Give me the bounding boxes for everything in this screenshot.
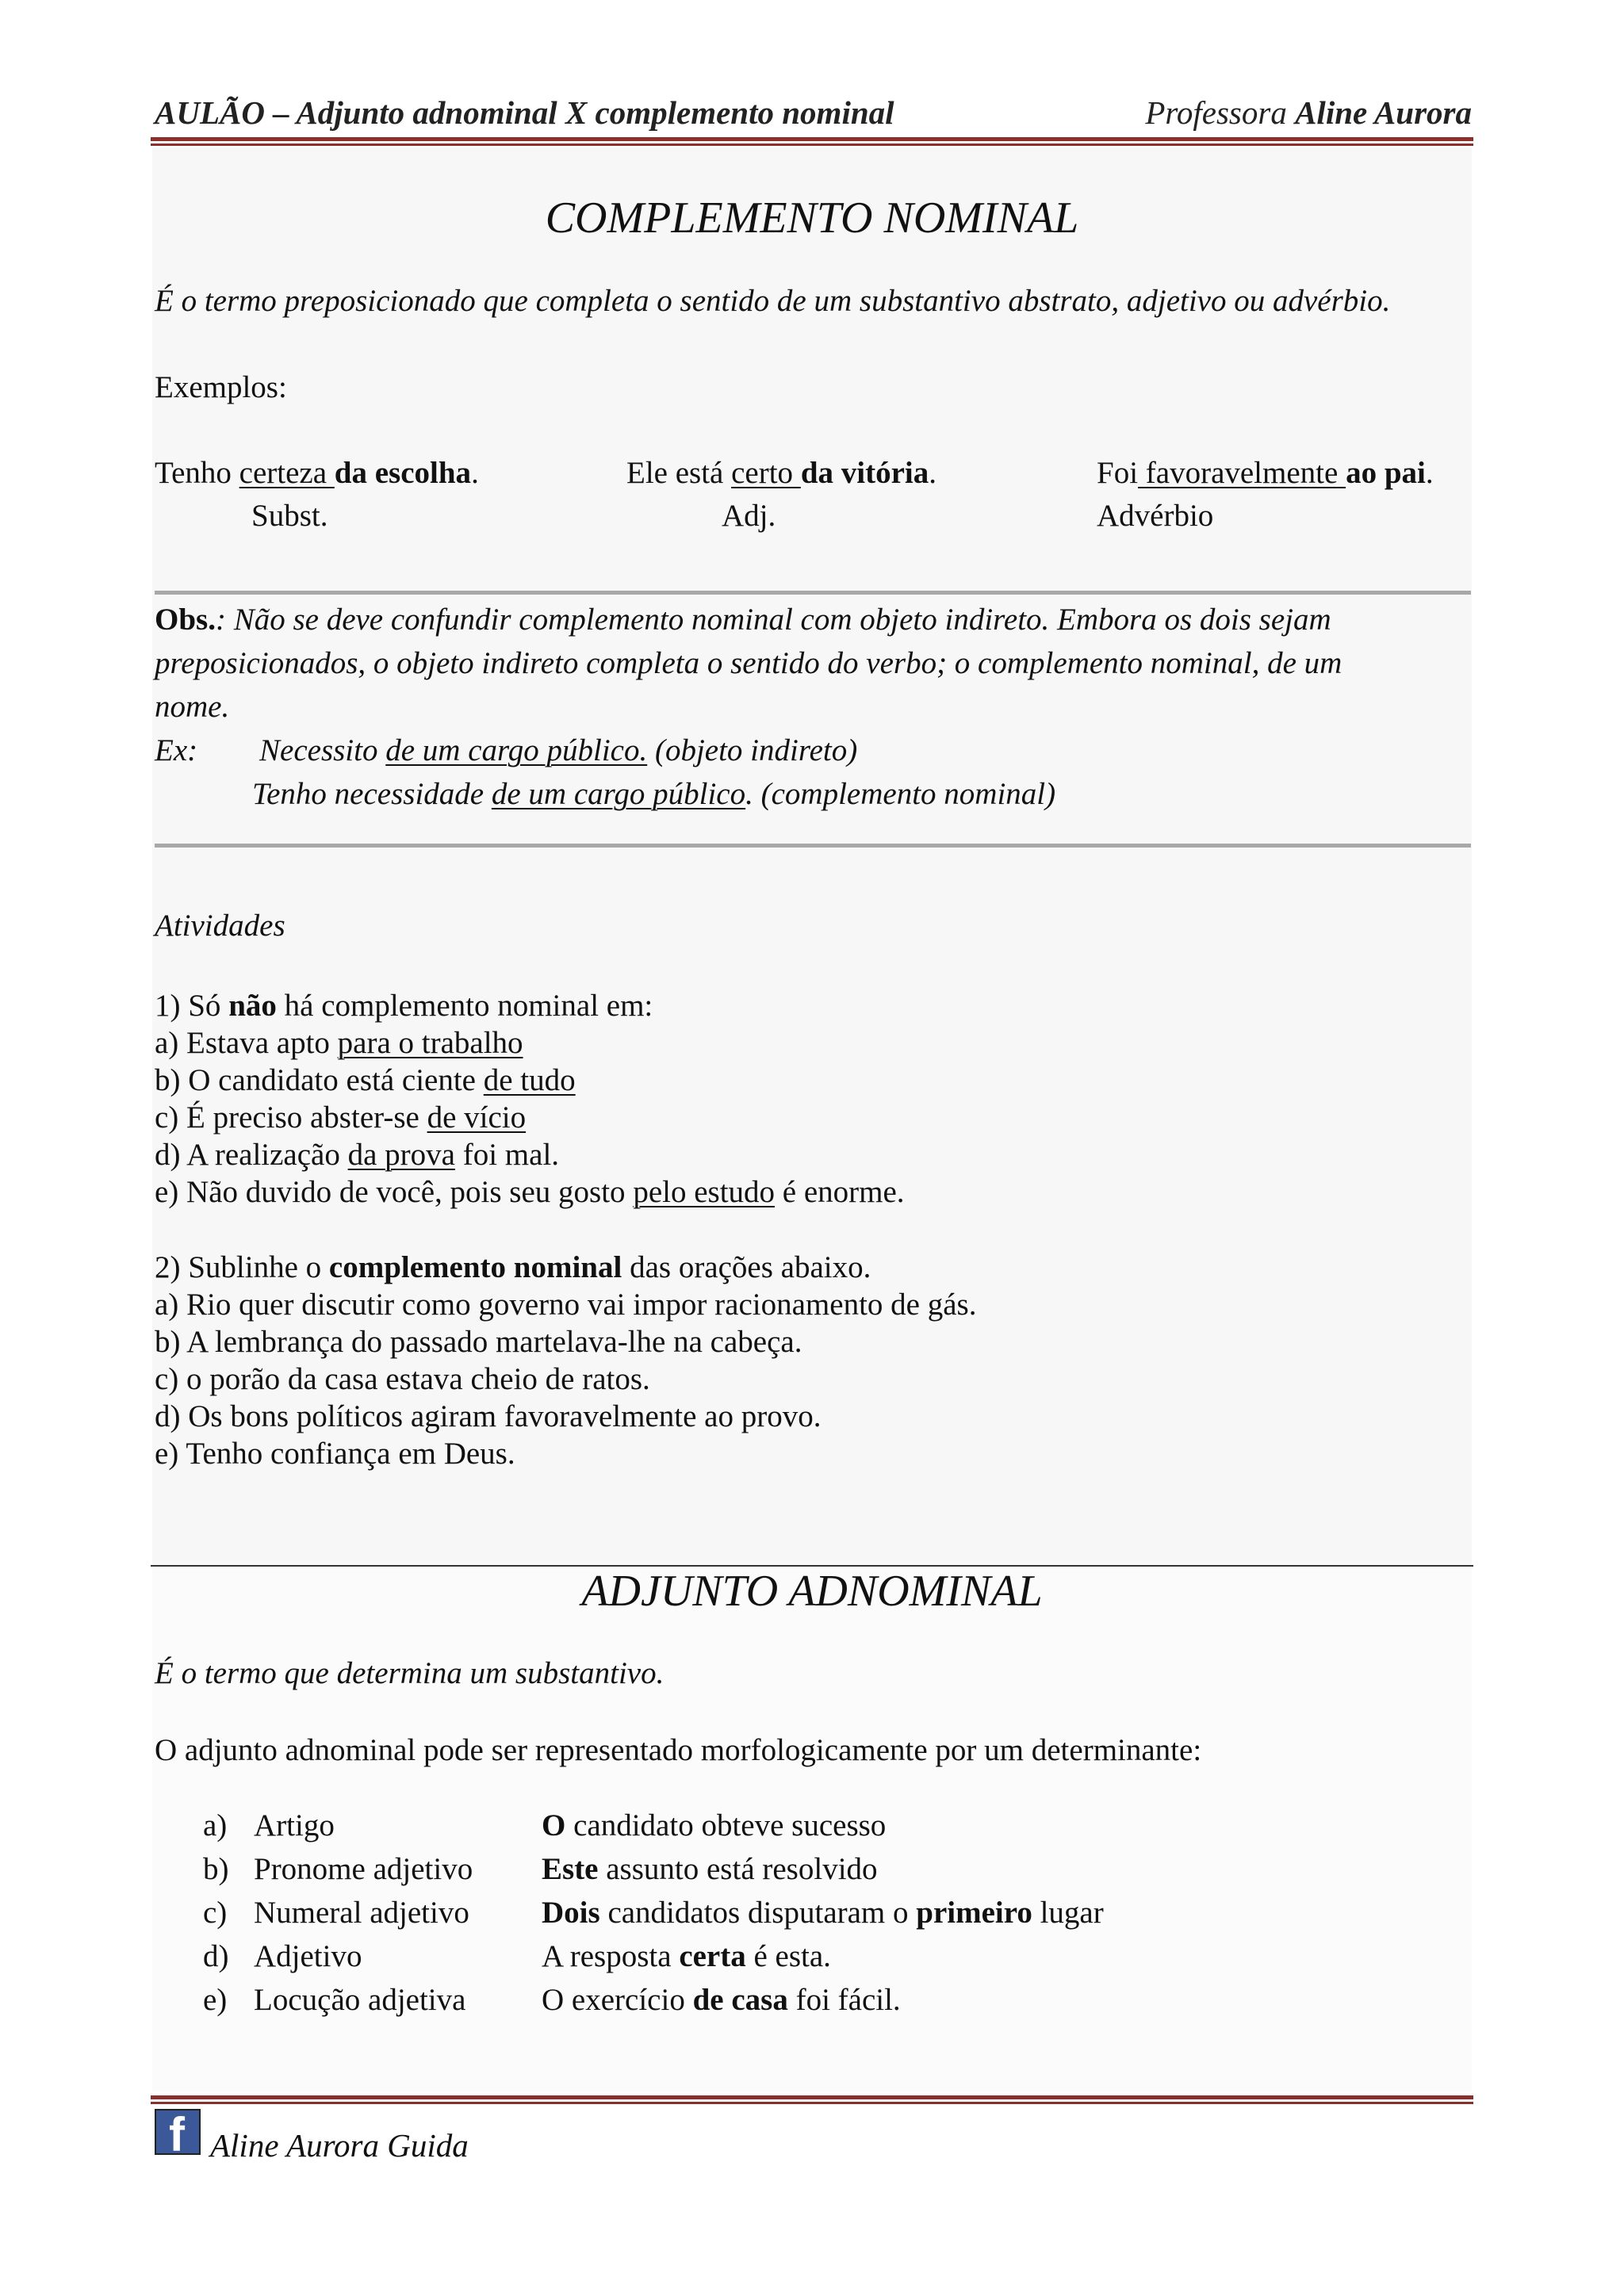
adjunto-item-type: Pronome adjetivo	[254, 1852, 473, 1886]
adjunto-item-letter: c)	[203, 1896, 228, 1930]
atividades-label: Atividades	[155, 909, 285, 943]
example-2-class: Adj.	[722, 499, 776, 533]
ex-line-2: Tenho necessidade de um cargo público. (complemento nominal)	[252, 777, 1056, 811]
adjunto-definition: É o termo que determina um substantivo.	[155, 1656, 665, 1690]
q1-item: e) Não duvido de você, pois seu gosto pelo estudo é enorme.	[155, 1175, 905, 1209]
example-3: Foi favoravelmente ao pai.	[1097, 456, 1434, 490]
header-title: AULÃO – Adjunto adnominal X complemento nominal	[155, 94, 894, 131]
footer-rule	[151, 2095, 1473, 2099]
ex-label: Ex:	[155, 733, 198, 767]
adjunto-item-letter: e)	[203, 1983, 228, 2017]
q2-prompt: 2) Sublinhe o complemento nominal das orações abaixo.	[155, 1250, 871, 1284]
q1-item: a) Estava apto para o trabalho	[155, 1026, 523, 1060]
adjunto-item-type: Numeral adjetivo	[254, 1896, 469, 1930]
obs-bottom-rule	[155, 844, 1471, 848]
adjunto-item-type: Artigo	[254, 1808, 335, 1843]
adjunto-item-letter: a)	[203, 1808, 228, 1843]
examples-label: Exemplos:	[155, 370, 287, 404]
adjunto-intro: O adjunto adnominal pode ser representado morfologicamente por um determinante:	[155, 1733, 1202, 1767]
ex-line-1: Necessito de um cargo público. (objeto indireto)	[259, 733, 858, 767]
q2-item: e) Tenho confiança em Deus.	[155, 1437, 515, 1471]
q2-item: a) Rio quer discutir como governo vai impor racionamento de gás.	[155, 1288, 977, 1322]
header-rule	[151, 137, 1473, 141]
adjunto-item-example: O candidato obteve sucesso	[542, 1808, 887, 1843]
adjunto-item-letter: d)	[203, 1939, 229, 1973]
q1-prompt: 1) Só não há complemento nominal em:	[155, 989, 653, 1023]
footer-author-name: Aline Aurora Guida	[210, 2127, 469, 2164]
complemento-definition: É o termo preposicionado que completa o sentido de um substantivo abstrato, adjetivo ou advérbio.	[155, 284, 1391, 318]
obs-line-3: nome.	[155, 690, 230, 724]
example-1: Tenho certeza da escolha.	[155, 456, 479, 490]
adjunto-item-example: O exercício de casa foi fácil.	[542, 1983, 901, 2017]
obs-line-1: Obs.: Não se deve confundir complemento nominal com objeto indireto. Embora os dois sejam	[155, 603, 1331, 637]
example-3-class: Advérbio	[1097, 499, 1214, 533]
complemento-title: COMPLEMENTO NOMINAL	[545, 193, 1079, 243]
adjunto-item-example: A resposta certa é esta.	[542, 1939, 831, 1973]
q2-item: b) A lembrança do passado martelava-lhe na cabeça.	[155, 1325, 802, 1359]
obs-line-2: preposicionados, o objeto indireto completa o sentido do verbo; o complemento nominal, de um	[155, 646, 1342, 680]
q2-item: d) Os bons políticos agiram favoravelmente ao provo.	[155, 1399, 822, 1433]
header-author-name: Aline Aurora	[1295, 94, 1472, 131]
header-rule-thin	[151, 144, 1473, 146]
example-2: Ele está certo da vitória.	[626, 456, 936, 490]
header-author-prefix: Professora	[1145, 94, 1296, 131]
header-author	[1145, 94, 1472, 132]
obs-top-rule	[155, 591, 1471, 595]
obs-label: Obs.	[155, 603, 216, 637]
example-1-class: Subst.	[251, 499, 328, 533]
adjunto-title: ADJUNTO ADNOMINAL	[581, 1567, 1043, 1616]
adjunto-item-letter: b)	[203, 1852, 229, 1886]
q2-item: c) o porão da casa estava cheio de ratos.	[155, 1362, 650, 1396]
footer-rule-thin	[151, 2102, 1473, 2104]
adjunto-item-type: Adjetivo	[254, 1939, 362, 1973]
facebook-icon[interactable]: f	[155, 2109, 201, 2155]
adjunto-item-type: Locução adjetiva	[254, 1983, 466, 2017]
q1-item: c) É preciso abster-se de vício	[155, 1100, 527, 1135]
adjunto-item-example: Dois candidatos disputaram o primeiro lugar	[542, 1896, 1104, 1930]
adjunto-item-example: Este assunto está resolvido	[542, 1852, 878, 1886]
q1-item: b) O candidato está ciente de tudo	[155, 1063, 576, 1097]
q1-item: d) A realização da prova foi mal.	[155, 1138, 560, 1172]
